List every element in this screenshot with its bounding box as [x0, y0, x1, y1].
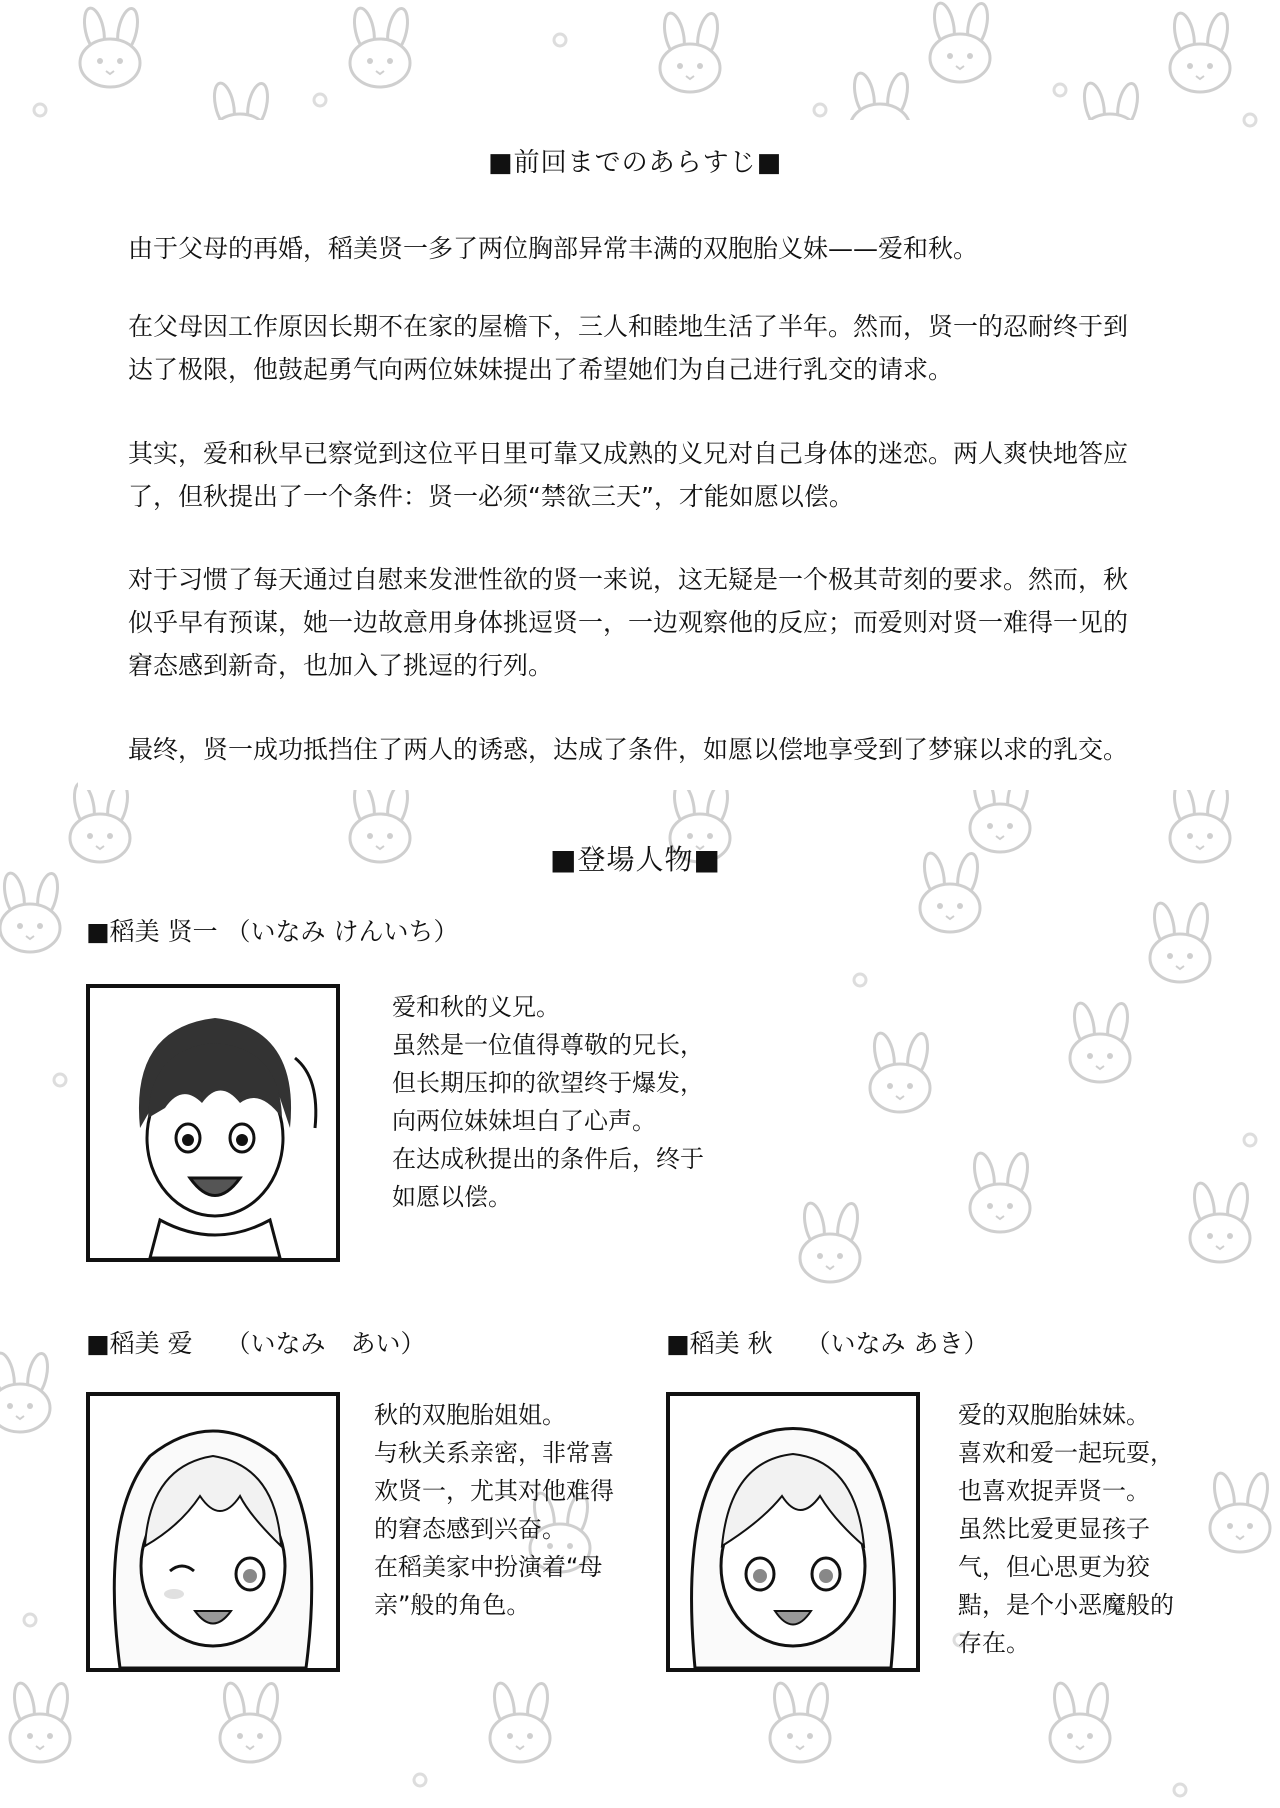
summary-paragraph-2: 在父母因工作原因长期不在家的屋檐下，三人和睦地生活了半年。然而，贤一的忍耐终于到 达了极限，他鼓起勇气向两位妹妹提出了希望她们为自己进行乳交的请求。 — [128, 312, 1129, 384]
aki-description: 爱的双胞胎妹妹。 喜欢和爱一起玩耍， 也喜欢捉弄贤一。 虽然比爱更显孩子 气，但心思更为狡 黠，是个小恶魔般的 存在。 — [958, 1401, 1174, 1657]
summary-paragraph-5: 最终，贤一成功抵挡住了两人的诱惑，达成了条件，如愿以偿地享受到了梦寐以求的乳交。 — [128, 735, 1129, 764]
ai-portrait — [86, 1392, 340, 1672]
summary-heading: ■前回までのあらすじ■ — [488, 148, 783, 178]
ai-description: 秋的双胞胎姐姐。 与秋关系亲密，非常喜 欢贤一，尤其对他难得 的窘态感到兴奋。 在稻美家中扮演着“母 亲”般的角色。 — [374, 1401, 614, 1619]
kenichi-name: ■稻美 贤一 （いなみ けんいち） — [86, 917, 459, 946]
kenichi-portrait — [86, 984, 340, 1262]
kenichi-description: 爱和秋的义兄。 虽然是一位值得尊敬的兄长， 但长期压抑的欲望终于爆发， 向两位妹妹坦白了心声。 在达成秋提出的条件后，终于 如愿以偿。 — [392, 993, 704, 1211]
summary-paragraph-4: 对于习惯了每天通过自慰来发泄性欲的贤一来说，这无疑是一个极其苛刻的要求。然而，秋 似乎早有预谋，她一边故意用身体挑逗贤一，一边观察他的反应；而爱则对贤一难得一见的 窘态感到新奇，也加入了挑逗的行列。 — [128, 565, 1129, 680]
aki-name: ■稻美 秋 （いなみ あき） — [666, 1329, 989, 1358]
characters-heading: ■登場人物■ — [550, 843, 721, 876]
aki-portrait — [666, 1392, 920, 1672]
ai-name: ■稻美 爱 （いなみ あい） — [86, 1329, 426, 1358]
summary-paragraph-3: 其实，爱和秋早已察觉到这位平日里可靠又成熟的义兄对自己身体的迷恋。两人爽快地答应 了，但秋提出了一个条件：贤一必须“禁欲三天”，才能如愿以偿。 — [128, 439, 1129, 511]
summary-paragraph-1: 由于父母的再婚，稻美贤一多了两位胸部异常丰满的双胞胎义妹——爱和秋。 — [128, 234, 979, 263]
